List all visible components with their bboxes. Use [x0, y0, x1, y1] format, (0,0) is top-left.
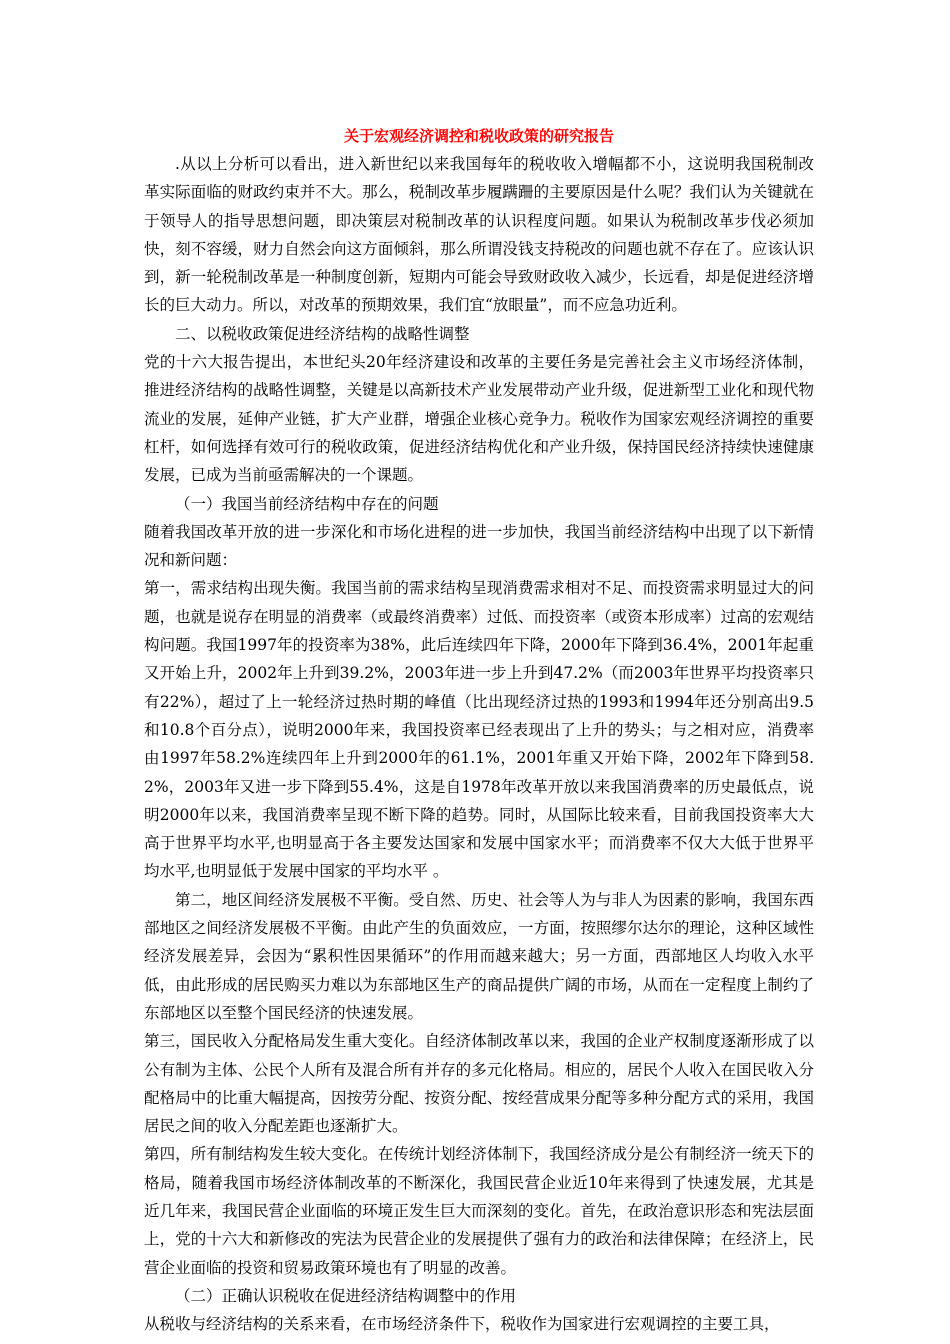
paragraph-section-2-intro: 党的十六大报告提出，本世纪头20年经济建设和改革的主要任务是完善社会主义市场经济体制，推进经济结构的战略性调整，关键是以高新技术产业发展带动产业升级，促进新型工业化和现代物流业的发展，延伸产业链，扩大产业群，增强企业核心竞争力。税收作为国家宏观经济调控的重要杠杆，如何选择有效可行的税收政策，促进经济结构优化和产业升级，保持国民经济持续快速健康发展，已成为当前亟需解决的一个课题。 — [144, 353, 814, 485]
paragraph-tax-role: 从税收与经济结构的关系来看，在市场经济条件下，税收作为国家进行宏观调控的主要工具， — [144, 1315, 780, 1334]
document-title: 关于宏观经济调控和税收政策的研究报告 — [343, 127, 614, 145]
paragraph-fourth-ownership: 第四，所有制结构发生较大变化。在传统计划经济体制下，我国经济成分是公有制经济一统天下的格局，随着我国市场经济体制改革的不断深化，我国民营企业近10年来得到了快速发展，尤其是近几年来，我国民营企业面临的环境正发生巨大而深刻的变化。首先，在政治意识形态和宪法层面上，党的十六大和新修改的宪法为民营企业的发展提供了强有力的政治和法律保障；在经济上，民营企业面临的投资和贸易政策环境也有了明显的改善。 — [144, 1145, 814, 1277]
subsection-heading-2: （二）正确认识税收在促进经济结构调整中的作用 — [175, 1286, 517, 1305]
document-body — [144, 122, 814, 1338]
paragraph-first-demand: 第一，需求结构出现失衡。我国当前的需求结构呈现消费需求相对不足、而投资需求明显过大的问题，也就是说存在明显的消费率（或最终消费率）过低、而投资率（或资本形成率）过高的宏观结构问题。我国1997年的投资率为38%，此后连续四年下降，2000年下降到36.4%，2001年起重又开始上升，2002年上升到39.2%，2003年进一步上升到47.2%（而2003年世界平均投资率只有22%），超过了上一轮经济过热时期的峰值（比出现经济过热的1993和1994年还分别高出9.5和10.8个百分点），说明2000年来，我国投资率已经表现出了上升的势头；与之相对应，消费率由1997年58.2%连续四年上升到2000年的61.1%，2001年重又开始下降，2002年下降到58.2%，2003年又进一步下降到55.4%，这是自1978年改革开放以来我国消费率的历史最低点，说明2000年以来，我国消费率呈现不断下降的趋势。同时，从国际比较来看，目前我国投资率大大高于世界平均水平,也明显高于各主要发达国家和发展中国家水平；而消费率不仅大大低于世界平均水平,也明显低于发展中国家的平均水平 。 — [144, 579, 814, 881]
section-heading-2: 二、以税收政策促进经济结构的战略性调整 — [175, 324, 470, 343]
subsection-heading-1: （一）我国当前经济结构中存在的问题 — [175, 494, 439, 513]
paragraph-intro: .从以上分析可以看出，进入新世纪以来我国每年的税收收入增幅都不小，这说明我国税制改革实际面临的财政约束并不大。那么，税制改革步履蹒跚的主要原因是什么呢？我们认为关键就在于领导人的指导思想问题，即决策层对税制改革的认识程度问题。如果认为税制改革步伐必须加快，刻不容缓，财力自然会向这方面倾斜，那么所谓没钱支持税改的问题也就不存在了。应该认识到，新一轮税制改革是一种制度创新，短期内可能会导致财政收入减少，长远看，却是促进经济增长的巨大动力。所以，对改革的预期效果，我们宜“放眼量”，而不应急功近利。 — [144, 155, 814, 315]
paragraph-second-regional: 第二，地区间经济发展极不平衡。受自然、历史、社会等人为与非人为因素的影响，我国东西部地区之间经济发展极不平衡。由此产生的负面效应，一方面，按照缪尔达尔的理论，这种区域性经济发展差异，会因为“累积性因果循环”的作用而越来越大；另一方面，西部地区人均收入水平低，由此形成的居民购买力难以为东部地区生产的商品提供广阔的市场，从而在一定程度上制约了东部地区以至整个国民经济的快速发展。 — [144, 890, 814, 1022]
paragraph-third-income: 第三，国民收入分配格局发生重大变化。自经济体制改革以来，我国的企业产权制度逐渐形成了以公有制为主体、公民个人所有及混合所有并存的多元化格局。相应的，居民个人收入在国民收入分配格局中的比重大幅提高，因按劳分配、按资分配、按经营成果分配等多种分配方式的采用，我国居民之间的收入分配差距也逐渐扩大。 — [144, 1032, 814, 1136]
paragraph-new-issues: 随着我国改革开放的进一步深化和市场化进程的进一步加快，我国当前经济结构中出现了以下新情况和新问题： — [144, 522, 814, 570]
